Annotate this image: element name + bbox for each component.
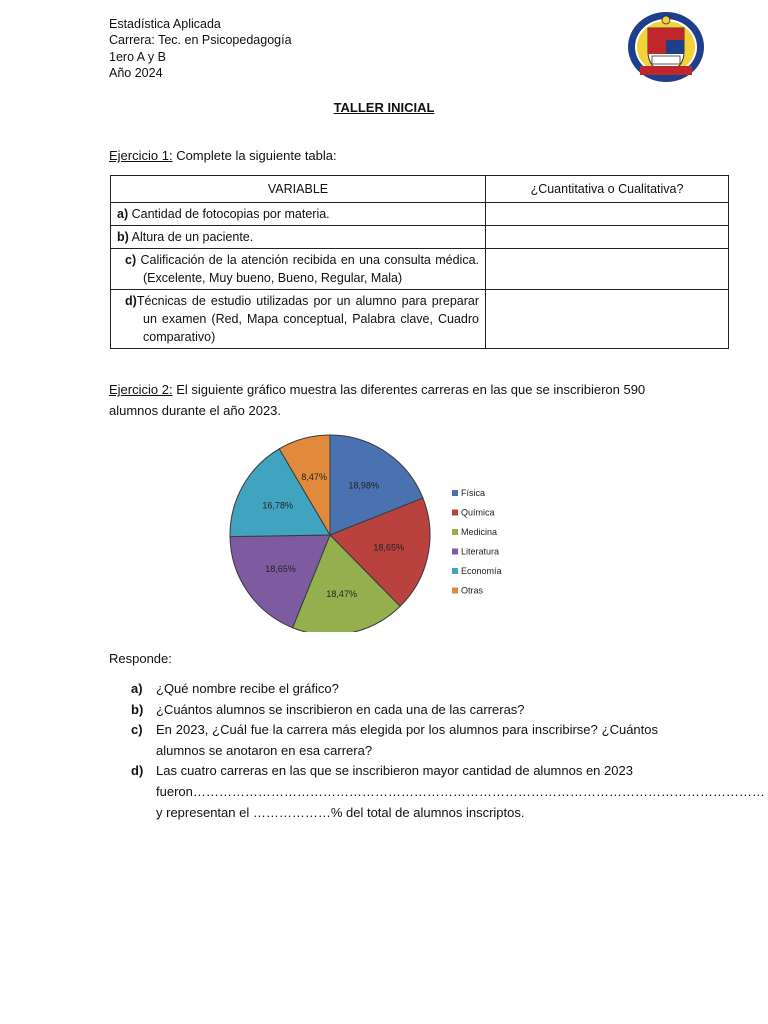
row-letter: d) [125,294,137,308]
pie-data-label: 16,78% [262,500,293,511]
pie-data-label: 18,47% [326,588,357,599]
question-text: Las cuatro carreras en las que se inscribieron mayor cantidad de alumnos en 2023 [156,763,633,779]
table-header-variable: VARIABLE [111,176,486,203]
institution-logo [626,10,706,84]
pie-data-label: 18,65% [265,564,296,574]
exercise-2-text: El siguiente gráfico muestra las diferentes carreras en las que se inscribieron 590 alumnos durante el año 2023. [109,382,646,418]
answer-cell[interactable] [486,203,729,226]
table-header-row [111,176,729,203]
legend-swatch [452,568,458,574]
question-item [131,679,658,700]
exercise-1-label: Ejercicio 1: [109,148,173,163]
question-item [131,700,658,721]
legend-label: Otras [461,585,484,596]
legend-label: Literatura [461,546,500,557]
question-letter: c) [131,722,143,738]
row-text: Cantidad de fotocopias por materia. [131,207,330,221]
legend-label: Física [461,488,486,498]
legend-swatch [452,549,458,555]
course-line: 1ero A y B [109,49,166,64]
legend-swatch [452,490,458,496]
table-row [111,290,729,349]
pie-data-label: 8,47% [301,472,327,483]
question-blank-line: fueron…………………………………………………………………………………………………………………… [156,783,765,799]
question-list [131,679,765,823]
table-row [111,203,729,226]
row-letter: a) [117,207,129,221]
question-item [131,761,765,823]
legend-swatch [452,588,458,594]
row-text: Altura de un paciente. [131,230,254,244]
exercise-2-label: Ejercicio 2: [109,382,173,397]
table-header-type: ¿Cuantitativa o Cualitativa? [486,176,729,203]
question-item [131,720,658,761]
question-letter: b) [131,701,144,717]
year-line: Año 2024 [109,65,163,80]
pie-chart [220,432,520,632]
row-text: Calificación de la atención recibida en una consulta médica. (Excelente, Muy bueno, Bueno, Regular, Mala) [140,253,479,285]
page-title: TALLER INICIAL [333,100,435,115]
row-letter: b) [117,230,129,244]
career-line: Carrera: Tec. en Psicopedagogía [109,33,292,48]
responde-label: Responde: [109,651,172,666]
legend-swatch [452,510,458,516]
question-letter: d) [131,763,144,779]
variable-table [110,175,729,349]
legend-label: Medicina [461,527,498,537]
row-letter: c) [125,253,137,267]
legend-label: Economía [461,566,502,576]
table-row [111,249,729,290]
subject-line: Estadística Aplicada [109,17,221,31]
table-row [111,226,729,249]
question-text: ¿Qué nombre recibe el gráfico? [156,681,339,696]
answer-cell[interactable] [486,290,729,349]
exercise-2-heading [109,379,669,421]
legend-label: Química [461,507,495,518]
exercise-1-text: Complete la siguiente tabla: [172,148,337,163]
question-percent-line: y representan el ………………% del total de alumnos inscriptos. [156,804,525,820]
pie-data-label: 18,65% [373,542,404,553]
document-header [109,16,292,81]
answer-cell[interactable] [486,249,729,290]
row-text: Técnicas de estudio utilizadas por un alumno para preparar un examen (Red, Mapa conceptual, Palabra clave, Cuadro comparativo) [136,294,479,344]
exercise-1-heading [109,145,337,166]
pie-data-label: 18,98% [348,480,379,491]
legend-swatch [452,529,458,535]
question-text: ¿Cuántos alumnos se inscribieron en cada una de las carreras? [156,701,525,717]
question-text: En 2023, ¿Cuál fue la carrera más elegida por los alumnos para inscribirse? ¿Cuántos alumnos se anotaron en esa carrera? [156,722,658,758]
question-letter: a) [131,681,143,696]
answer-cell[interactable] [486,226,729,249]
